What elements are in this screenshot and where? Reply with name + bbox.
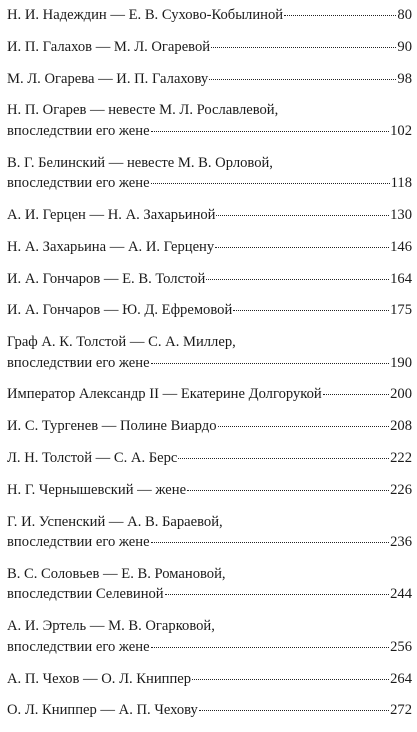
toc-entry [7,669,412,690]
toc-entry-page-number: 175 [390,302,412,319]
toc-entry-title: А. И. Эртель — М. В. Огарковой, [7,618,215,635]
toc-entry [7,69,412,90]
toc-entry [7,300,412,321]
toc-entry-page-number: 264 [390,670,412,687]
toc-entry-last-line [7,448,412,469]
toc-entry [7,100,412,141]
dot-leader [165,594,389,595]
toc-entry-title: впоследствии Селевиной [7,586,164,603]
toc-entry [7,237,412,258]
dot-leader [233,310,389,311]
toc-entry [7,700,412,721]
dot-leader [209,79,396,80]
toc-entry-title: Император Александр II — Екатерине Долгорукой [7,386,322,403]
dot-leader [211,47,396,48]
toc-entry [7,37,412,58]
dot-leader [199,710,389,711]
toc-entry-last-line [7,384,412,405]
toc-entry [7,332,412,373]
toc-entry-last-line [7,353,412,374]
dot-leader [151,363,390,364]
toc-entry [7,384,412,405]
toc-entry-title: И. С. Тургенев — Полине Виардо [7,418,217,435]
toc-entry-page-number: 222 [390,450,412,467]
toc-entry-title: впоследствии его жене [7,638,150,655]
dot-leader [151,131,390,132]
toc-entry-last-line [7,480,412,501]
toc-entry-page-number: 118 [390,175,412,192]
toc-entry-page-number: 272 [390,702,412,719]
toc-entry-last-line [7,173,412,194]
toc-entry-line [7,153,412,174]
toc-entry [7,205,412,226]
toc-entry [7,448,412,469]
toc-entry-title: Граф А. К. Толстой — С. А. Миллер, [7,334,236,351]
toc-entry-title: впоследствии его жене [7,534,150,551]
dot-leader [187,490,389,491]
toc-entry-last-line [7,416,412,437]
toc-entry-title: М. Л. Огарева — И. П. Галахову [7,70,209,87]
toc-entry-title: А. П. Чехов — О. Л. Книппер [7,670,192,687]
toc-entry-title: впоследствии его жене [7,354,150,371]
toc-entry [7,616,412,657]
toc-entry-page-number: 130 [390,206,412,223]
toc-entry-page-number: 236 [390,534,412,551]
toc-entry-line [7,100,412,121]
toc-entry-line [7,512,412,533]
toc-entry-last-line [7,669,412,690]
toc-entry [7,5,412,26]
dot-leader [151,542,390,543]
dot-leader [151,183,390,184]
dot-leader [218,426,390,427]
toc-entry-title: И. А. Гончаров — Е. В. Толстой [7,270,206,287]
toc-entry-last-line [7,637,412,658]
toc-entry [7,153,412,194]
dot-leader [215,247,389,248]
toc-entry-title: впоследствии его жене [7,175,150,192]
toc-entry [7,269,412,290]
toc-entry-page-number: 244 [390,586,412,603]
toc-entry-last-line [7,584,412,605]
toc-entry-page-number: 208 [390,418,412,435]
toc-entry-last-line [7,700,412,721]
dot-leader [284,15,396,16]
toc-entry-title: О. Л. Книппер — А. П. Чехову [7,702,198,719]
toc-entry-line [7,616,412,637]
toc-entry-page-number: 146 [390,238,412,255]
toc-entry-title: Н. И. Надеждин — Е. В. Сухово-Кобылиной [7,7,284,23]
toc-entry-last-line [7,69,412,90]
toc-entry [7,480,412,501]
dot-leader [206,279,389,280]
toc-entry-page-number: 102 [390,122,412,139]
toc-entry-page-number: 80 [397,7,412,23]
toc-entry-title: Л. Н. Толстой — С. А. Берс [7,450,178,467]
toc-entry-last-line [7,121,412,142]
toc-entry-last-line [7,532,412,553]
toc-entry-title: А. И. Герцен — Н. А. Захарьиной [7,206,216,223]
toc-entry-title: И. А. Гончаров — Ю. Д. Ефремовой [7,302,233,319]
toc-entry-title: В. С. Соловьев — Е. В. Романовой, [7,565,226,582]
toc-entry [7,512,412,553]
toc-entry-page-number: 200 [390,386,412,403]
dot-leader [192,679,389,680]
dot-leader [216,215,389,216]
toc-entry-page-number: 226 [390,481,412,498]
toc-entry-last-line [7,237,412,258]
toc-entry-page-number: 190 [390,354,412,371]
toc-entry [7,564,412,605]
dot-leader [151,647,390,648]
toc-entry-title: Н. Г. Чернышевский — жене [7,481,187,498]
dot-leader [323,394,389,395]
toc-entry [7,416,412,437]
toc-entry-last-line [7,205,412,226]
toc-entry-line [7,564,412,585]
toc-entry-page-number: 256 [390,638,412,655]
dot-leader [178,458,389,459]
toc-entry-title: Г. И. Успенский — А. В. Бараевой, [7,513,223,530]
toc-entry-line [7,332,412,353]
toc-entry-last-line [7,5,412,26]
toc-entry-last-line [7,269,412,290]
toc-entry-page-number: 90 [397,38,412,55]
toc-entry-last-line [7,37,412,58]
toc-entry-title: Н. А. Захарьина — А. И. Герцену [7,238,215,255]
toc-entry-page-number: 98 [397,70,412,87]
table-of-contents [7,5,412,732]
toc-entry-title: впоследствии его жене [7,122,150,139]
toc-entry-last-line [7,300,412,321]
toc-entry-page-number: 164 [390,270,412,287]
toc-entry-title: Н. П. Огарев — невесте М. Л. Рославлевой, [7,102,279,119]
toc-entry-title: И. П. Галахов — М. Л. Огаревой [7,38,211,55]
toc-entry-title: В. Г. Белинский — невесте М. В. Орловой, [7,154,273,171]
